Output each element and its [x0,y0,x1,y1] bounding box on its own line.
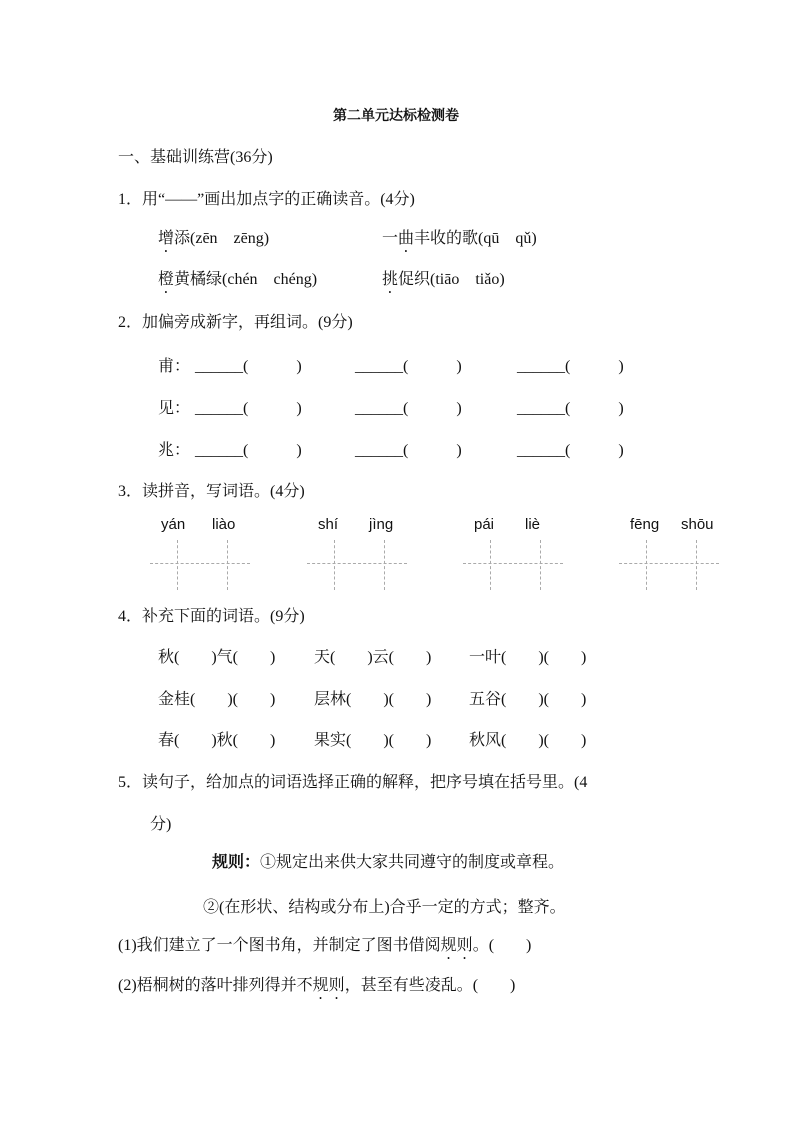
q1-heading: 1．用“——”画出加点字的正确读音。(4分) [118,191,415,208]
q1-item [382,270,505,297]
q1-text: 丰收的歌(qū qǔ) [414,230,537,247]
dotted-char: 曲 [398,230,415,247]
writing-grid [619,540,719,590]
q5-heading: 5．读句子，给加点的词语选择正确的解释，把序号填在括号里。(4 [118,774,588,791]
definition-1 [212,853,564,873]
answer-blank: ______( ) [355,400,462,417]
dotted-char: 橙 [158,271,175,288]
pinyin: jìng [369,516,394,533]
q1-text: 一 [382,230,399,247]
answer-blank: ______( ) [355,442,462,459]
definition-2: ②(在形状、结构或分布上)合乎一定的方式；整齐。 [203,899,566,916]
writing-grid [463,540,563,590]
fill-in-item: 一叶( )( ) [469,649,587,666]
sentence-1 [118,936,531,963]
sentence-2 [118,976,515,1003]
fill-in-item: 秋( )气( ) [158,649,276,666]
q1-text: 黄橘绿(chén chéng) [174,271,318,288]
q3-heading: 3．读拼音，写词语。(4分) [118,483,305,500]
dotted-word: 规则 [440,937,473,954]
q4-heading: 4．补充下面的词语。(9分) [118,608,305,625]
pinyin: shōu [681,516,714,533]
fill-in-item: 天( )云( ) [314,649,432,666]
pinyin: pái [474,516,495,533]
q5-heading-cont: 分) [150,816,172,833]
answer-blank: ______( ) [517,442,624,459]
dotted-char: 增 [158,230,175,247]
dotted-char: 挑 [382,271,399,288]
answer-blank: ______( ) [195,400,302,417]
q1-text: 促织(tiāo tiǎo) [398,271,505,288]
fill-in-item: 五谷( )( ) [469,691,587,708]
answer-blank: ______( ) [195,358,302,375]
pinyin: liè [525,516,541,533]
fill-in-item: 果实( )( ) [314,732,432,749]
pinyin: yán [161,516,186,533]
answer-blank: ______( ) [195,442,302,459]
term: 规则： [212,854,261,871]
fill-in-item: 金桂( )( ) [158,691,276,708]
pinyin: fēng [630,516,660,533]
def-text: ①规定出来供大家共同遵守的制度或章程。 [260,854,565,871]
q2-label: 甫： [158,358,191,375]
answer-blank: 。( ) [472,937,532,954]
answer-blank: ______( ) [355,358,462,375]
writing-grid [150,540,250,590]
answer-blank: ，甚至有些凌乱。( ) [344,977,516,994]
q2-label: 兆： [158,442,191,459]
fill-in-item: 秋风( )( ) [469,732,587,749]
q1-text: 添(zēn zēng) [174,230,270,247]
fill-in-item: 层林( )( ) [314,691,432,708]
dotted-word: 规则 [312,977,345,994]
s-text: (2)梧桐树的落叶排列得并不 [118,977,313,994]
answer-blank: ______( ) [517,358,624,375]
q1-item [158,229,269,256]
s-text: (1)我们建立了一个图书角，并制定了图书借阅 [118,937,441,954]
answer-blank: ______( ) [517,400,624,417]
pinyin: liào [212,516,236,533]
q2-heading: 2．加偏旁成新字，再组词。(9分) [118,314,353,331]
q2-label: 见： [158,400,191,417]
fill-in-item: 春( )秋( ) [158,732,276,749]
page-title: 第二单元达标检测卷 [333,109,459,124]
pinyin: shí [318,516,339,533]
section-1-heading: 一、基础训练营(36分) [118,149,273,166]
q1-item [158,270,317,297]
q1-item [382,229,537,256]
writing-grid [307,540,407,590]
